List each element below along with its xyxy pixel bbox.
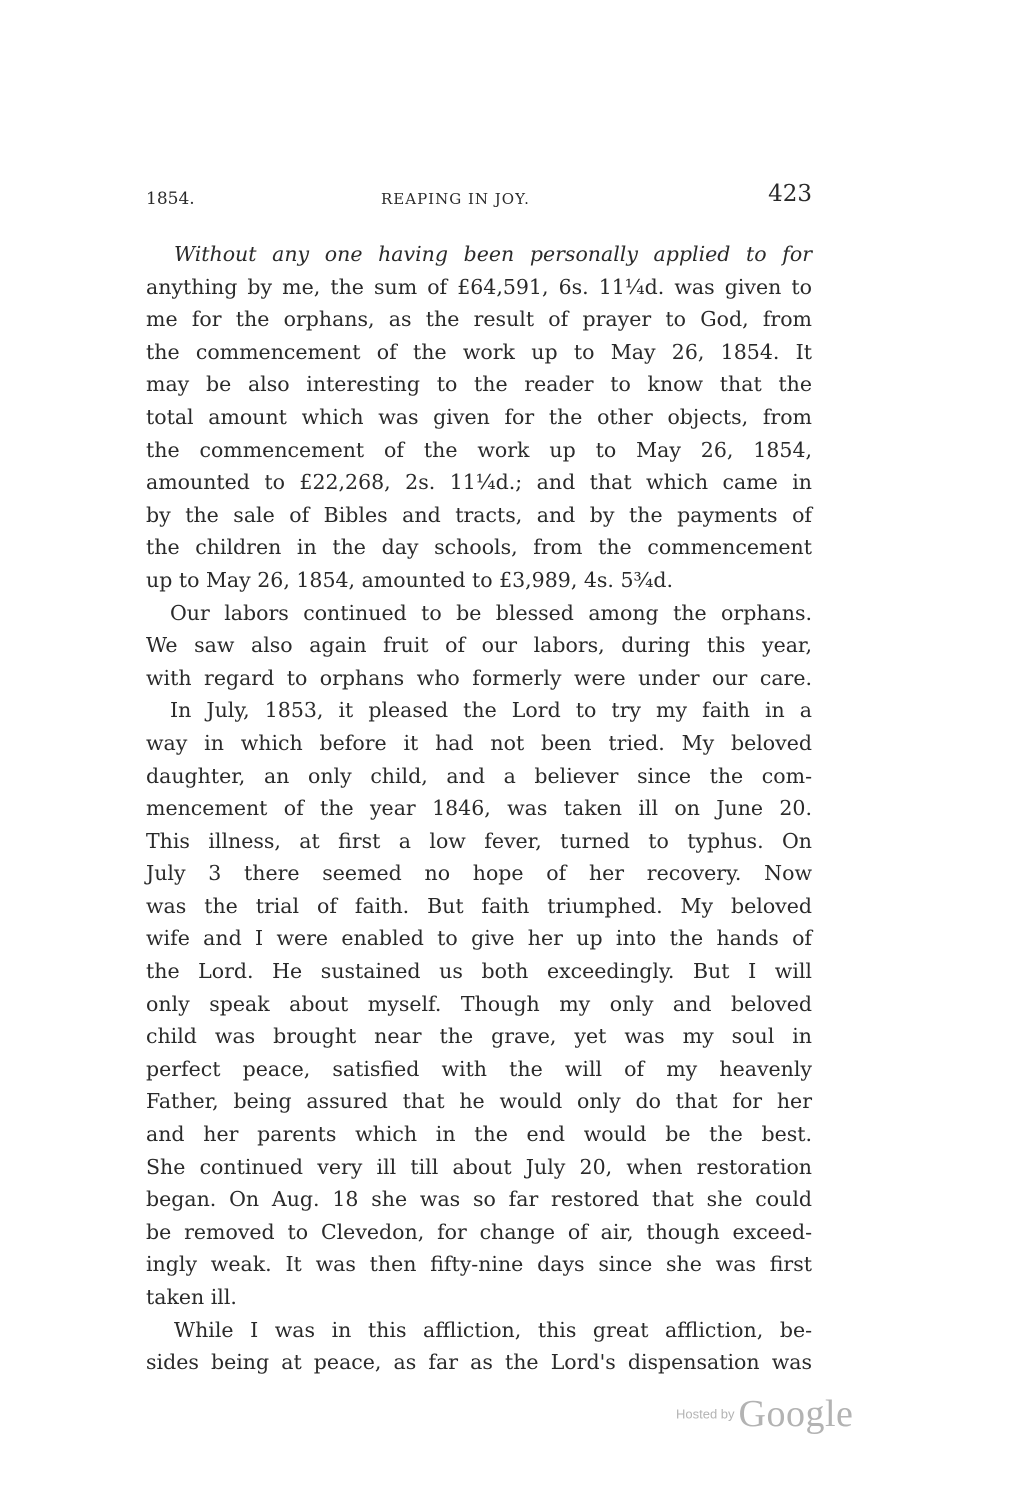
text-line: child was brought near the grave, yet was my soul in bbox=[146, 1024, 812, 1049]
text-line: taken ill. bbox=[146, 1285, 237, 1309]
text-line: only speak about myself. Though my only and beloved bbox=[146, 991, 812, 1016]
text-line: was the trial of faith. But faith triumphed. My beloved bbox=[146, 893, 812, 918]
text-line: ingly weak. It was then fifty-nine days since she was first bbox=[146, 1252, 812, 1277]
text-line: the children in the day schools, from the commencement bbox=[146, 535, 812, 560]
page-body bbox=[146, 238, 812, 1379]
hosted-by-google-watermark bbox=[676, 1392, 853, 1436]
text-line: be removed to Clevedon, for change of air, though exceed- bbox=[146, 1219, 812, 1244]
text-line: the commencement of the work up to May 26, 1854. It bbox=[146, 339, 812, 364]
text-line: by the sale of Bibles and tracts, and by the payments of bbox=[146, 502, 812, 527]
google-logo: Google bbox=[738, 1393, 854, 1435]
text-line: way in which before it had not been tried. My beloved bbox=[146, 730, 812, 755]
text-line: July 3 there seemed no hope of her recovery. Now bbox=[146, 861, 812, 886]
text-line: sides being at peace, as far as the Lord's dispensation was bbox=[146, 1350, 812, 1375]
text-line: me for the orphans, as the result of prayer to God, from bbox=[146, 307, 812, 332]
text-line: Without any one having been personally applied to for bbox=[174, 242, 812, 266]
text-line: mencement of the year 1846, was taken ill on June 20. bbox=[146, 796, 812, 821]
text-line: Father, being assured that he would only do that for her bbox=[146, 1089, 812, 1114]
text-line: This illness, at first a low fever, turned to typhus. On bbox=[146, 828, 812, 853]
text-line: and her parents which in the end would be the best. bbox=[146, 1122, 812, 1147]
text-line: perfect peace, satisfied with the will of my heavenly bbox=[146, 1056, 812, 1081]
text-line: While I was in this affliction, this great affliction, be- bbox=[174, 1317, 812, 1342]
running-header bbox=[146, 181, 812, 217]
hosted-by-label: Hosted by bbox=[676, 1406, 735, 1422]
text-line: may be also interesting to the reader to know that the bbox=[146, 372, 812, 397]
text-line: amounted to £22,268, 2s. 11¼d.; and that which came in bbox=[146, 470, 812, 495]
text-line: total amount which was given for the other objects, from bbox=[146, 404, 812, 429]
text-line: wife and I were enabled to give her up into the hands of bbox=[146, 926, 812, 951]
running-title: REAPING IN JOY. bbox=[381, 190, 530, 208]
text-line: daughter, an only child, and a believer since the com- bbox=[146, 763, 812, 788]
text-line: She continued very ill till about July 20, when restoration bbox=[146, 1154, 812, 1179]
text-line: Our labors continued to be blessed among the orphans. bbox=[170, 600, 812, 625]
header-year: 1854. bbox=[146, 189, 195, 209]
page-number: 423 bbox=[768, 181, 812, 207]
text-line: In July, 1853, it pleased the Lord to try my faith in a bbox=[170, 698, 812, 723]
text-line: We saw also again fruit of our labors, during this year, bbox=[146, 633, 812, 658]
text-line: the commencement of the work up to May 26, 1854, bbox=[146, 437, 812, 462]
text-line: with regard to orphans who formerly were under our care. bbox=[146, 665, 812, 690]
text-line: up to May 26, 1854, amounted to £3,989, 4s. 5¾d. bbox=[146, 567, 673, 592]
text-line: anything by me, the sum of £64,591, 6s. 11¼d. was given to bbox=[146, 274, 812, 299]
text-line: the Lord. He sustained us both exceedingly. But I will bbox=[146, 959, 812, 984]
text-line: began. On Aug. 18 she was so far restored that she could bbox=[146, 1187, 812, 1212]
